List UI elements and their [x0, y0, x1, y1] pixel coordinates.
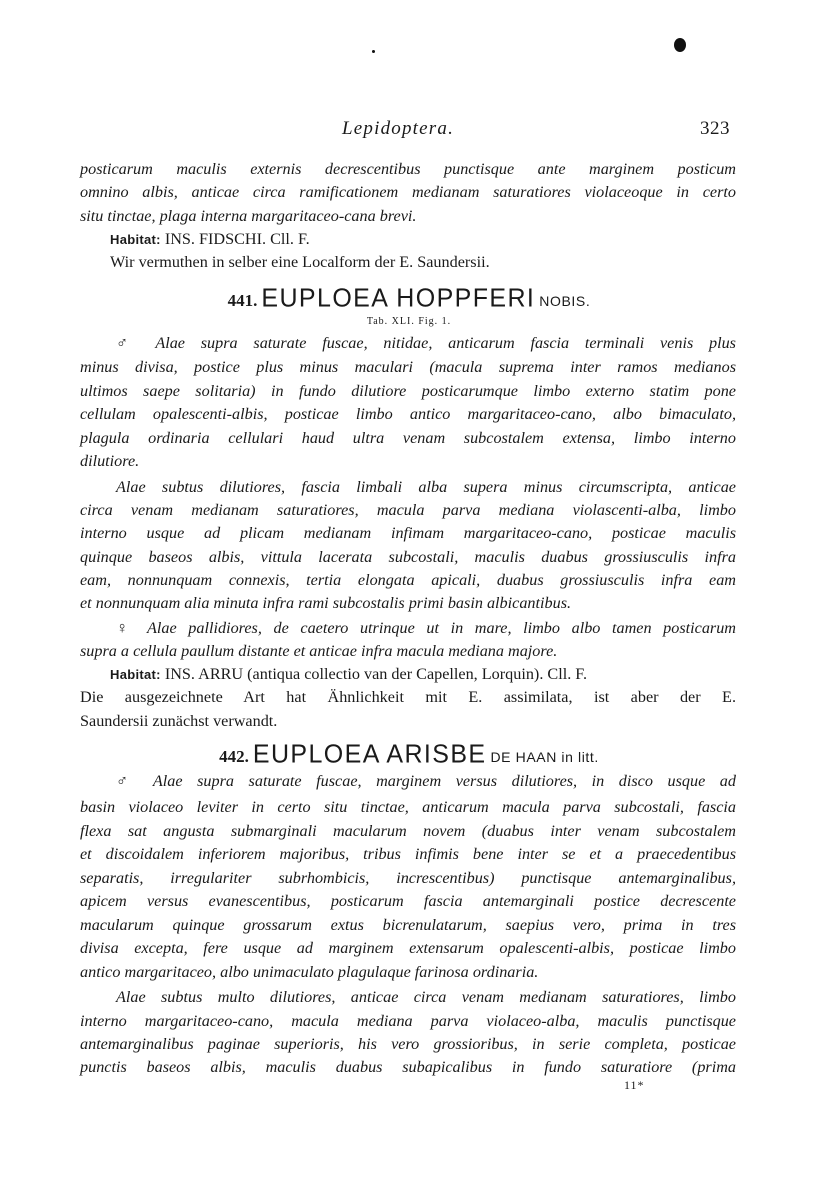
male-description-line: dilutiore. [80, 452, 140, 470]
species-number: 441. [227, 291, 258, 310]
male-symbol-icon: ♂ [116, 772, 139, 790]
page-number: 323 [700, 118, 730, 139]
male-description-line: macularum quinque grossarum extus bicrenulatarum, saepius vero, prima in tres [80, 916, 736, 934]
underside-line: interno usque ad plicam medianam infimam margaritaceo-cano, posticae maculis [80, 524, 736, 542]
underside-line: circa venam medianam saturatiores, macula parva mediana violascenti-alba, limbo [80, 501, 736, 519]
note-line: Saundersii zunächst verwandt. [80, 712, 278, 730]
male-description-line: flexa sat angusta submarginali macularum novem (duabus inter venam subcostalem [80, 822, 736, 840]
habitat-label: Habitat: [110, 667, 161, 682]
prev-note: Wir vermuthen in selber eine Localform der E. Saundersii. [110, 253, 490, 271]
species-name: EUPLOEA ARISBE [252, 739, 487, 769]
male-description-line: apicem versus evanescentibus, posticarum fascia antemarginali postice decrescente [80, 892, 736, 910]
species-number: 442. [219, 747, 249, 766]
habitat-441 [110, 663, 736, 686]
underside-line: antemarginalibus paginae superioris, his vero grossioribus, in serie completa, posticae [80, 1035, 736, 1053]
note-line: Die ausgezeichnete Art hat Ähnlichkeit mit E. assimilata, ist aber der E. [80, 688, 736, 706]
prev-entry-line: omnino albis, anticae circa ramificationem medianam saturatiores violaceoque in certo [80, 183, 736, 201]
underside-line: quinque baseos albis, vittula lacerata subcostali, maculis duabus grossiusculis infra [80, 548, 736, 566]
habitat-label: Habitat: [110, 232, 161, 247]
underside-line: punctis baseos albis, maculis duabus subapicalibus in fundo saturatiore (prima [80, 1058, 736, 1076]
species-author: DE HAAN in litt. [490, 749, 599, 765]
underside-line: eam, nonnunquam connexis, tertia elongata apicali, duabus grossiusculis infra eam [80, 571, 736, 589]
female-description-line: supra a cellula paullum distante et anticae infra macula mediana majore. [80, 642, 558, 660]
male-description-line: ultimos saepe solitaria) in fundo dilutiore posticarumque limbo externo statim pone [80, 382, 736, 400]
plate-reference: Tab. XLI. Fig. 1. [366, 316, 452, 327]
male-description-line: separatis, irregulariter subrhombicis, increscentibus) punctisque antemarginalibus, [80, 869, 736, 887]
species-heading-441 [0, 284, 818, 313]
male-description-line: minus divisa, postice plus minus maculari (macula suprema inter ramos medianos [80, 358, 736, 376]
male-description-line: basin violaceo leviter in certo situ tinctae, anticarum macula parva subcostali, fascia [80, 798, 736, 816]
running-title: Lepidoptera. [342, 118, 455, 139]
underside-line: et nonnunquam alia minuta infra rami subcostalis primi basin albicantibus. [80, 594, 572, 612]
underside-line: Alae subtus multo dilutiores, anticae circa venam medianam saturatiores, limbo [116, 988, 736, 1006]
ink-speck [674, 38, 686, 52]
species-author: NOBIS. [539, 293, 591, 309]
ink-speck [372, 50, 375, 53]
male-symbol-icon: ♂ [116, 334, 140, 352]
female-symbol-icon: ♀ [116, 619, 136, 637]
female-description-line: ♀ Alae pallidiores, de caetero utrinque ut in mare, limbo albo tamen posticarum [116, 619, 737, 637]
male-description-line: antico margaritaceo, albo unimaculato plagulaque farinosa ordinaria. [80, 963, 539, 981]
male-description-line: divisa excepta, fere usque ad marginem extensarum opalescenti-albis, posticae limbo [80, 939, 736, 957]
underside-line: Alae subtus dilutiores, fascia limbali alba supera minus circumscripta, anticae [116, 478, 736, 496]
prev-entry-line: posticarum maculis externis decrescentibus punctisque ante marginem posticum [80, 160, 736, 178]
male-description-line: ♂ Alae supra saturate fuscae, nitidae, anticarum fascia terminali venis plus [116, 334, 736, 352]
prev-entry-line: situ tinctae, plaga interna margaritaceo-cana brevi. [80, 207, 417, 225]
habitat-text: INS. FIDSCHI. Cll. F. [164, 230, 310, 248]
underside-line: interno margaritaceo-cano, macula mediana parva violaceo-alba, maculis punctisque [80, 1012, 736, 1030]
signature-mark: 11* [624, 1078, 645, 1092]
male-description-line: et discoidalem inferiorem majoribus, tribus infimis bene inter se et a praecedentibus [80, 845, 736, 863]
male-description-line: plagula ordinaria cellulari haud ultra venam subcostalem extensa, limbo interno [80, 429, 736, 447]
page-header [0, 118, 818, 142]
species-heading-442 [0, 740, 818, 769]
male-description-line: ♂ Alae supra saturate fuscae, marginem versus dilutiores, in disco usque ad [116, 772, 736, 790]
male-description-line: cellulam opalescenti-albis, posticae limbo antico margaritaceo-cano, albo bimaculato, [80, 405, 736, 423]
species-name: EUPLOEA HOPPFERI [261, 283, 536, 313]
prev-habitat [110, 228, 736, 251]
habitat-text: INS. ARRU (antiqua collectio van der Capellen, Lorquin). Cll. F. [164, 665, 588, 683]
